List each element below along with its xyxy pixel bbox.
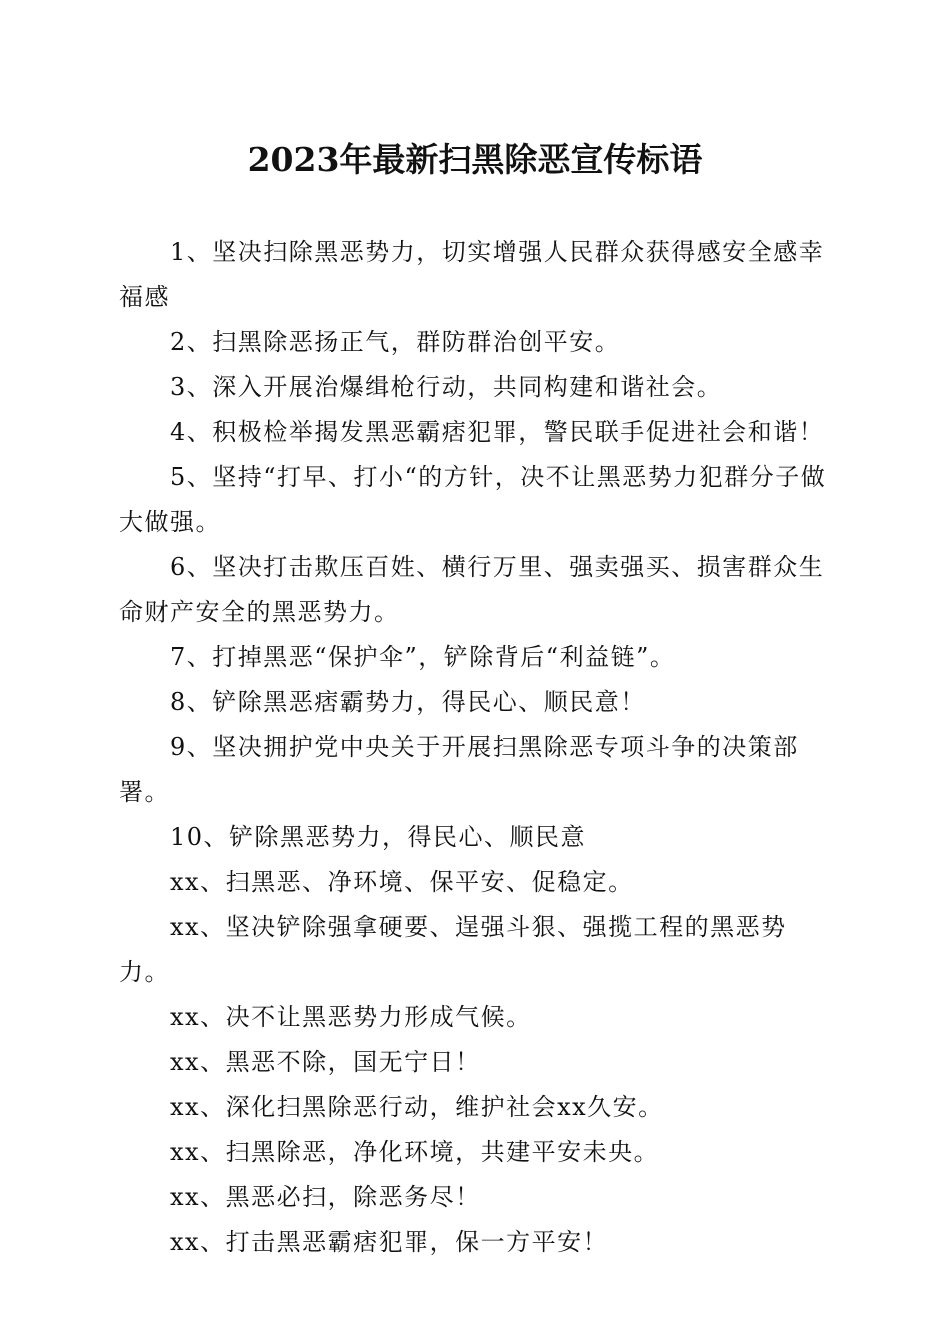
slogan-paragraph: 5、坚持“打早、打小“的方针，决不让黑恶势力犯群分子做大做强。 xyxy=(119,463,827,536)
slogan-paragraph: xx、黑恶不除，国无宁日！ xyxy=(170,1048,481,1076)
slogan-paragraph: xx、黑恶必扫，除恶务尽！ xyxy=(170,1183,481,1211)
slogan-paragraph: xx、深化扫黑除恶行动，维护社会xx久安。 xyxy=(170,1093,664,1121)
slogan-paragraph: 6、坚决打击欺压百姓、横行万里、强卖强买、损害群众生命财产安全的黑恶势力。 xyxy=(119,553,825,626)
slogan-paragraph: 8、铲除黑恶痞霸势力，得民心、顺民意！ xyxy=(170,688,646,716)
slogan-paragraph: xx、扫黑恶、净环境、保平安、促稳定。 xyxy=(170,868,634,896)
slogan-paragraph: 7、打掉黑恶“保护伞”，铲除背后“利益链”。 xyxy=(170,643,676,671)
slogan-paragraph: 10、铲除黑恶势力，得民心、顺民意 xyxy=(170,823,587,851)
slogan-paragraph: xx、决不让黑恶势力形成气候。 xyxy=(170,1003,532,1031)
slogan-paragraph: 9、坚决拥护党中央关于开展扫黑除恶专项斗争的决策部署。 xyxy=(119,733,799,806)
slogan-paragraph: xx、扫黑除恶，净化环境，共建平安未央。 xyxy=(170,1138,660,1166)
slogan-paragraph: 2、扫黑除恶扬正气，群防群治创平安。 xyxy=(170,328,621,356)
document-body xyxy=(119,230,831,1265)
slogan-paragraph: xx、坚决铲除强拿硬要、逞强斗狠、强揽工程的黑恶势力。 xyxy=(119,913,787,986)
slogan-paragraph: 3、深入开展治爆缉枪行动，共同构建和谐社会。 xyxy=(170,373,723,401)
slogan-paragraph: xx、打击黑恶霸痞犯罪，保一方平安！ xyxy=(170,1228,609,1256)
slogan-paragraph: 4、积极检举揭发黑恶霸痞犯罪，警民联手促进社会和谐！ xyxy=(170,418,825,446)
slogan-paragraph: 1、坚决扫除黑恶势力，切实增强人民群众获得感安全感幸福感 xyxy=(119,238,825,311)
document-title: 2023年最新扫黑除恶宣传标语 xyxy=(247,140,703,179)
